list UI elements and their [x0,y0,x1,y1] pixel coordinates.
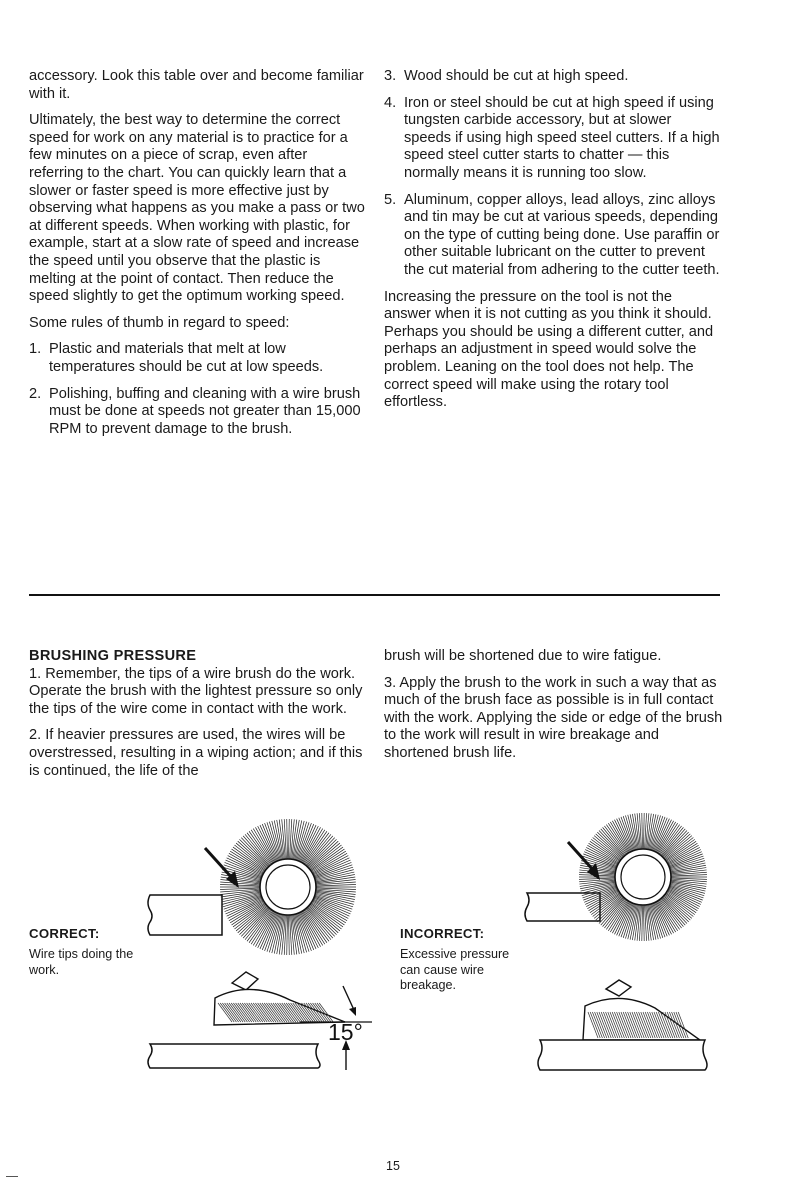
paragraph: brush will be shortened due to wire fatigue. [384,648,662,664]
list-item: 2. Polishing, buffing and cleaning with a wire brush must be done at speeds not greater than 15,000 RPM to prevent damage to the brush. [29,385,361,437]
incorrect-title: INCORRECT: [400,926,485,941]
work-surface [538,1040,707,1070]
paragraph: accessory. Look this table over and become familiar with it. [29,68,364,102]
correct-title: CORRECT: [29,926,100,941]
paragraph: 3. Apply the brush to the work in such a way that as much of the brush face as possible is in full contact with the work. Applying the side or edge of the brush to the work will result in wire breakage and shortened brush life. [384,674,723,761]
list-item: 4. Iron or steel should be cut at high speed if using tungsten carbide accessory, but at slower speeds if using high speed steel cutters. If a high speed steel cutter starts to chatter — this normally means it is running too slow. [384,94,720,181]
list-item: 1. Plastic and materials that melt at low temperatures should be cut at low speeds. [29,341,324,375]
section-heading: BRUSHING PRESSURE [29,648,197,664]
paragraph: Some rules of thumb in regard to speed: [29,314,290,331]
list-item: 5. Aluminum, copper alloys, lead alloys, zinc alloys and tin may be cut at various speeds, depending on the type of cutting being done. Use paraffin or other suitable lubricant on the cutter to prevent the cut material from adhering to the cutter teeth. [384,191,720,278]
paragraph: Ultimately, the best way to determine the correct speed for work on any material is to practice for a few minutes on a piece of scrap, even after referring to the chart. You can quickly learn that a slower or faster speed is more effective just by observing what happens as you make a pass or two at different speeds. When working with plastic, for example, start at a slow rate of speed and increase the speed until you observe that the plastic is melting at the point of contact. Then reduce the speed slightly to get the optimum working speed. [29,112,365,305]
list-item: 3. Wood should be cut at high speed. [384,68,629,84]
angle-label: 15° [328,1019,363,1045]
incorrect-caption-text: Excessive pressure can cause wire breakage. [400,947,510,993]
cup-brush-shank [606,980,631,996]
paragraph: Increasing the pressure on the tool is not the answer when it is not cutting as you think it should. Perhaps you should be using a different cutter, and perhaps an adjustment in speed would solve the problem. Leaning on the tool does not help. The correct speed will make using the rotary tool effortless. [384,288,714,411]
paragraph: 1. Remember, the tips of a wire brush do the work. Operate the brush with the lightest pressure so only the tips of the wire come in contact with the work. [29,665,363,717]
workpiece-block [525,893,600,921]
page-number: 15 [386,1159,400,1173]
correct-caption-text: Wire tips doing the work. [29,947,134,977]
paragraph: 2. If heavier pressures are used, the wires will be overstressed, resulting in a wiping action; and if this is continued, the life of the [29,727,363,779]
corner-mark [6,1176,18,1177]
